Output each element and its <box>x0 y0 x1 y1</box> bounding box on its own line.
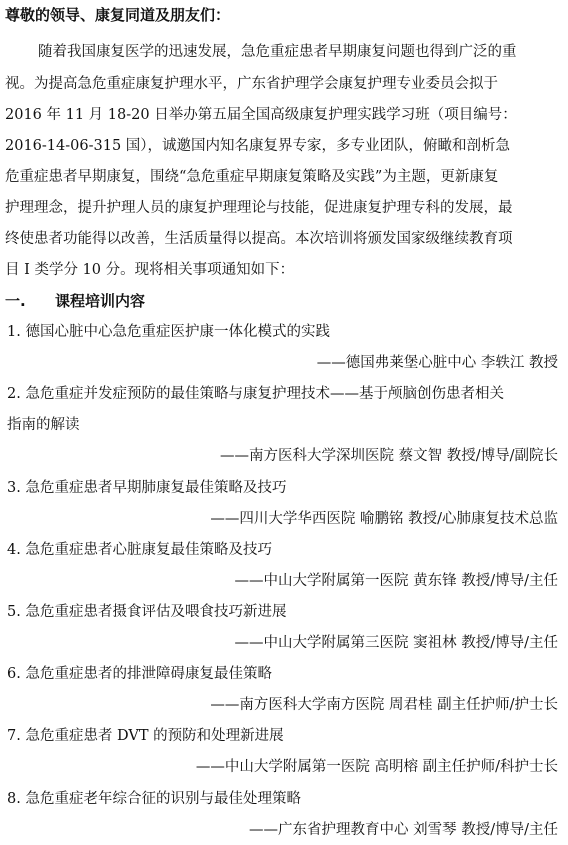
course-speaker: ——南方医科大学深圳医院 蔡文智 教授/博导/副院长 <box>220 448 558 464</box>
section-number: 一. <box>5 292 26 310</box>
course-title: 7. 急危重症患者 DVT 的预防和处理新进展 <box>7 728 284 744</box>
intro-line: 终使患者功能得以改善，生活质量得以提高。本次培训将颁发国家级继续教育项 <box>5 231 513 247</box>
course-speaker: ——中山大学附属第一医院 高明榕 副主任护师/科护士长 <box>195 759 558 775</box>
course-speaker: ——中山大学附属第一医院 黄东锋 教授/博导/主任 <box>234 573 558 589</box>
course-title: 8. 急危重症老年综合征的识别与最佳处理策略 <box>7 791 301 807</box>
course-speaker: ——德国弗莱堡心脏中心 李轶江 教授 <box>316 355 558 371</box>
intro-line: 护理理念，提升护理人员的康复护理理论与技能，促进康复护理专科的发展，最 <box>5 200 513 216</box>
greeting-heading: 尊敬的领导、康复同道及朋友们： <box>5 6 231 24</box>
intro-line: 2016-14-06-315 国），诚邀国内知名康复界专家，多专业团队，俯瞰和剖析急 <box>5 138 511 154</box>
course-speaker: ——中山大学附属第三医院 窦祖林 教授/博导/主任 <box>234 635 558 651</box>
course-speaker: ——四川大学华西医院 喻鹏铭 教授/心肺康复技术总监 <box>210 511 558 527</box>
course-speaker: ——广东省护理教育中心 刘雪琴 教授/博导/主任 <box>249 822 558 838</box>
course-title: 1. 德国心脏中心急危重症医护康一体化模式的实践 <box>7 324 330 340</box>
course-title: 4. 急危重症患者心脏康复最佳策略及技巧 <box>7 542 272 558</box>
intro-line: 危重症患者早期康复，围绕“急危重症早期康复策略及实践”为主题，更新康复 <box>5 169 499 185</box>
course-title-continued: 指南的解读 <box>7 417 80 433</box>
intro-line: 2016 年 11 月 18-20 日举办第五届全国高级康复护理实践学习班（项目编号： <box>5 107 517 123</box>
intro-line: 视。为提高急危重症康复护理水平，广东省护理学会康复护理专业委员会拟于 <box>5 76 498 92</box>
course-title: 3. 急危重症患者早期肺康复最佳策略及技巧 <box>7 480 287 496</box>
intro-line: 目 I 类学分 10 分。现将相关事项通知如下： <box>5 262 295 278</box>
course-title: 6. 急危重症患者的排泄障碍康复最佳策略 <box>7 666 272 682</box>
course-title: 2. 急危重症并发症预防的最佳策略与康复护理技术——基于颅脑创伤患者相关 <box>7 386 504 402</box>
intro-line: 随着我国康复医学的迅速发展，急危重症患者早期康复问题也得到广泛的重 <box>38 44 517 60</box>
section-heading <box>5 290 145 311</box>
course-title: 5. 急危重症患者摄食评估及喂食技巧新进展 <box>7 604 287 620</box>
section-title: 课程培训内容 <box>55 292 146 310</box>
course-speaker: ——南方医科大学南方医院 周君桂 副主任护师/护士长 <box>210 697 558 713</box>
